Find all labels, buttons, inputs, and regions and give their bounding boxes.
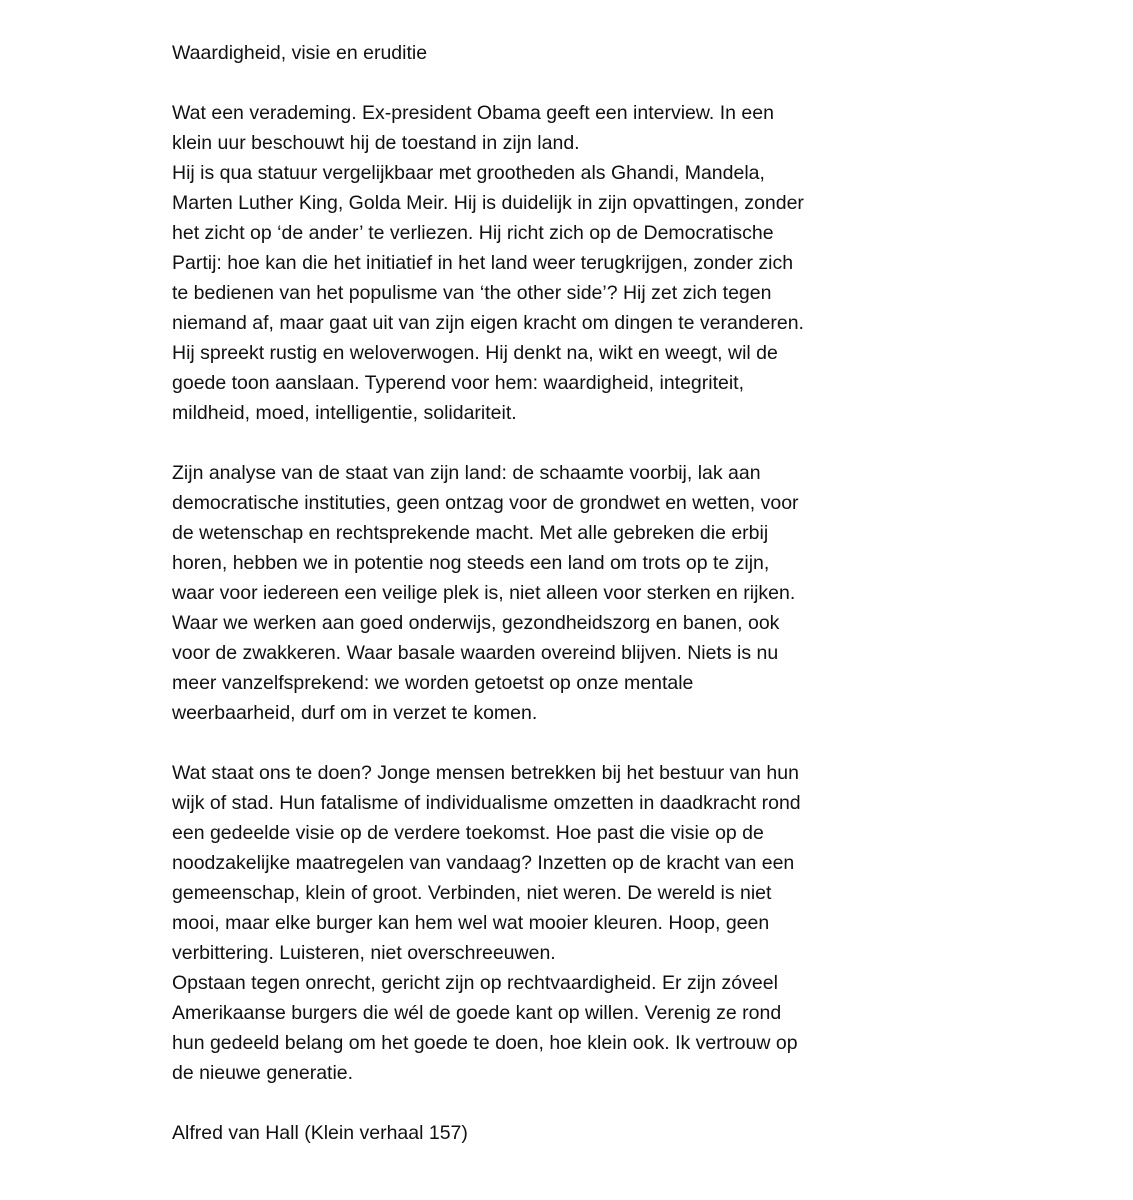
- text-line: Waar we werken aan goed onderwijs, gezondheidszorg en banen, ook: [172, 612, 780, 634]
- text-line: hun gedeeld belang om het goede te doen, hoe klein ook. Ik vertrouw op: [172, 1032, 798, 1054]
- text-line: meer vanzelfsprekend: we worden getoetst op onze mentale: [172, 672, 694, 694]
- text-line: Hij spreekt rustig en weloverwogen. Hij denkt na, wikt en weegt, wil de: [172, 342, 778, 364]
- text-line: mooi, maar elke burger kan hem wel wat mooier kleuren. Hoop, geen: [172, 912, 770, 934]
- text-line: democratische instituties, geen ontzag voor de grondwet en wetten, voor: [172, 492, 799, 514]
- text-line: Partij: hoe kan die het initiatief in het land weer terugkrijgen, zonder zich: [172, 252, 794, 274]
- document: [172, 38, 872, 1148]
- text-line: verbittering. Luisteren, niet overschreeuwen.: [172, 942, 556, 964]
- text-line: Zijn analyse van de staat van zijn land: de schaamte voorbij, lak aan: [172, 462, 761, 484]
- text-line: Wat staat ons te doen? Jonge mensen betrekken bij het bestuur van hun: [172, 762, 799, 784]
- text-line: horen, hebben we in potentie nog steeds een land om trots op te zijn,: [172, 552, 770, 574]
- text-line: voor de zwakkeren. Waar basale waarden overeind blijven. Niets is nu: [172, 642, 779, 664]
- text-line: Opstaan tegen onrecht, gericht zijn op rechtvaardigheid. Er zijn zóveel: [172, 972, 778, 994]
- text-line: te bedienen van het populisme van ‘the other side’? Hij zet zich tegen: [172, 282, 772, 304]
- signature: Alfred van Hall (Klein verhaal 157): [172, 1122, 468, 1144]
- text-line: Hij is qua statuur vergelijkbaar met grootheden als Ghandi, Mandela,: [172, 162, 765, 184]
- text-line: Wat een verademing. Ex-president Obama geeft een interview. In een: [172, 102, 774, 124]
- text-line: de wetenschap en rechtsprekende macht. Met alle gebreken die erbij: [172, 522, 769, 544]
- text-line: het zicht op ‘de ander’ te verliezen. Hij richt zich op de Democratische: [172, 222, 774, 244]
- text-line: Marten Luther King, Golda Meir. Hij is duidelijk in zijn opvattingen, zonder: [172, 192, 804, 214]
- paragraph-2: [172, 458, 872, 728]
- text-line: klein uur beschouwt hij de toestand in zijn land.: [172, 132, 580, 154]
- text-line: gemeenschap, klein of groot. Verbinden, niet weren. De wereld is niet: [172, 882, 772, 904]
- text-line: de nieuwe generatie.: [172, 1062, 354, 1084]
- document-title: Waardigheid, visie en eruditie: [172, 42, 428, 64]
- text-line: wijk of stad. Hun fatalisme of individualisme omzetten in daadkracht rond: [172, 792, 801, 814]
- text-line: een gedeelde visie op de verdere toekomst. Hoe past die visie op de: [172, 822, 764, 844]
- text-line: noodzakelijke maatregelen van vandaag? Inzetten op de kracht van een: [172, 852, 795, 874]
- text-line: waar voor iedereen een veilige plek is, niet alleen voor sterken en rijken.: [172, 582, 796, 604]
- text-line: weerbaarheid, durf om in verzet te komen.: [172, 702, 538, 724]
- paragraph-3: [172, 758, 872, 1088]
- text-line: niemand af, maar gaat uit van zijn eigen kracht om dingen te veranderen.: [172, 312, 804, 334]
- text-line: mildheid, moed, intelligentie, solidariteit.: [172, 402, 517, 424]
- paragraph-1: [172, 98, 872, 428]
- text-line: goede toon aanslaan. Typerend voor hem: waardigheid, integriteit,: [172, 372, 745, 394]
- text-line: Amerikaanse burgers die wél de goede kant op willen. Verenig ze rond: [172, 1002, 782, 1024]
